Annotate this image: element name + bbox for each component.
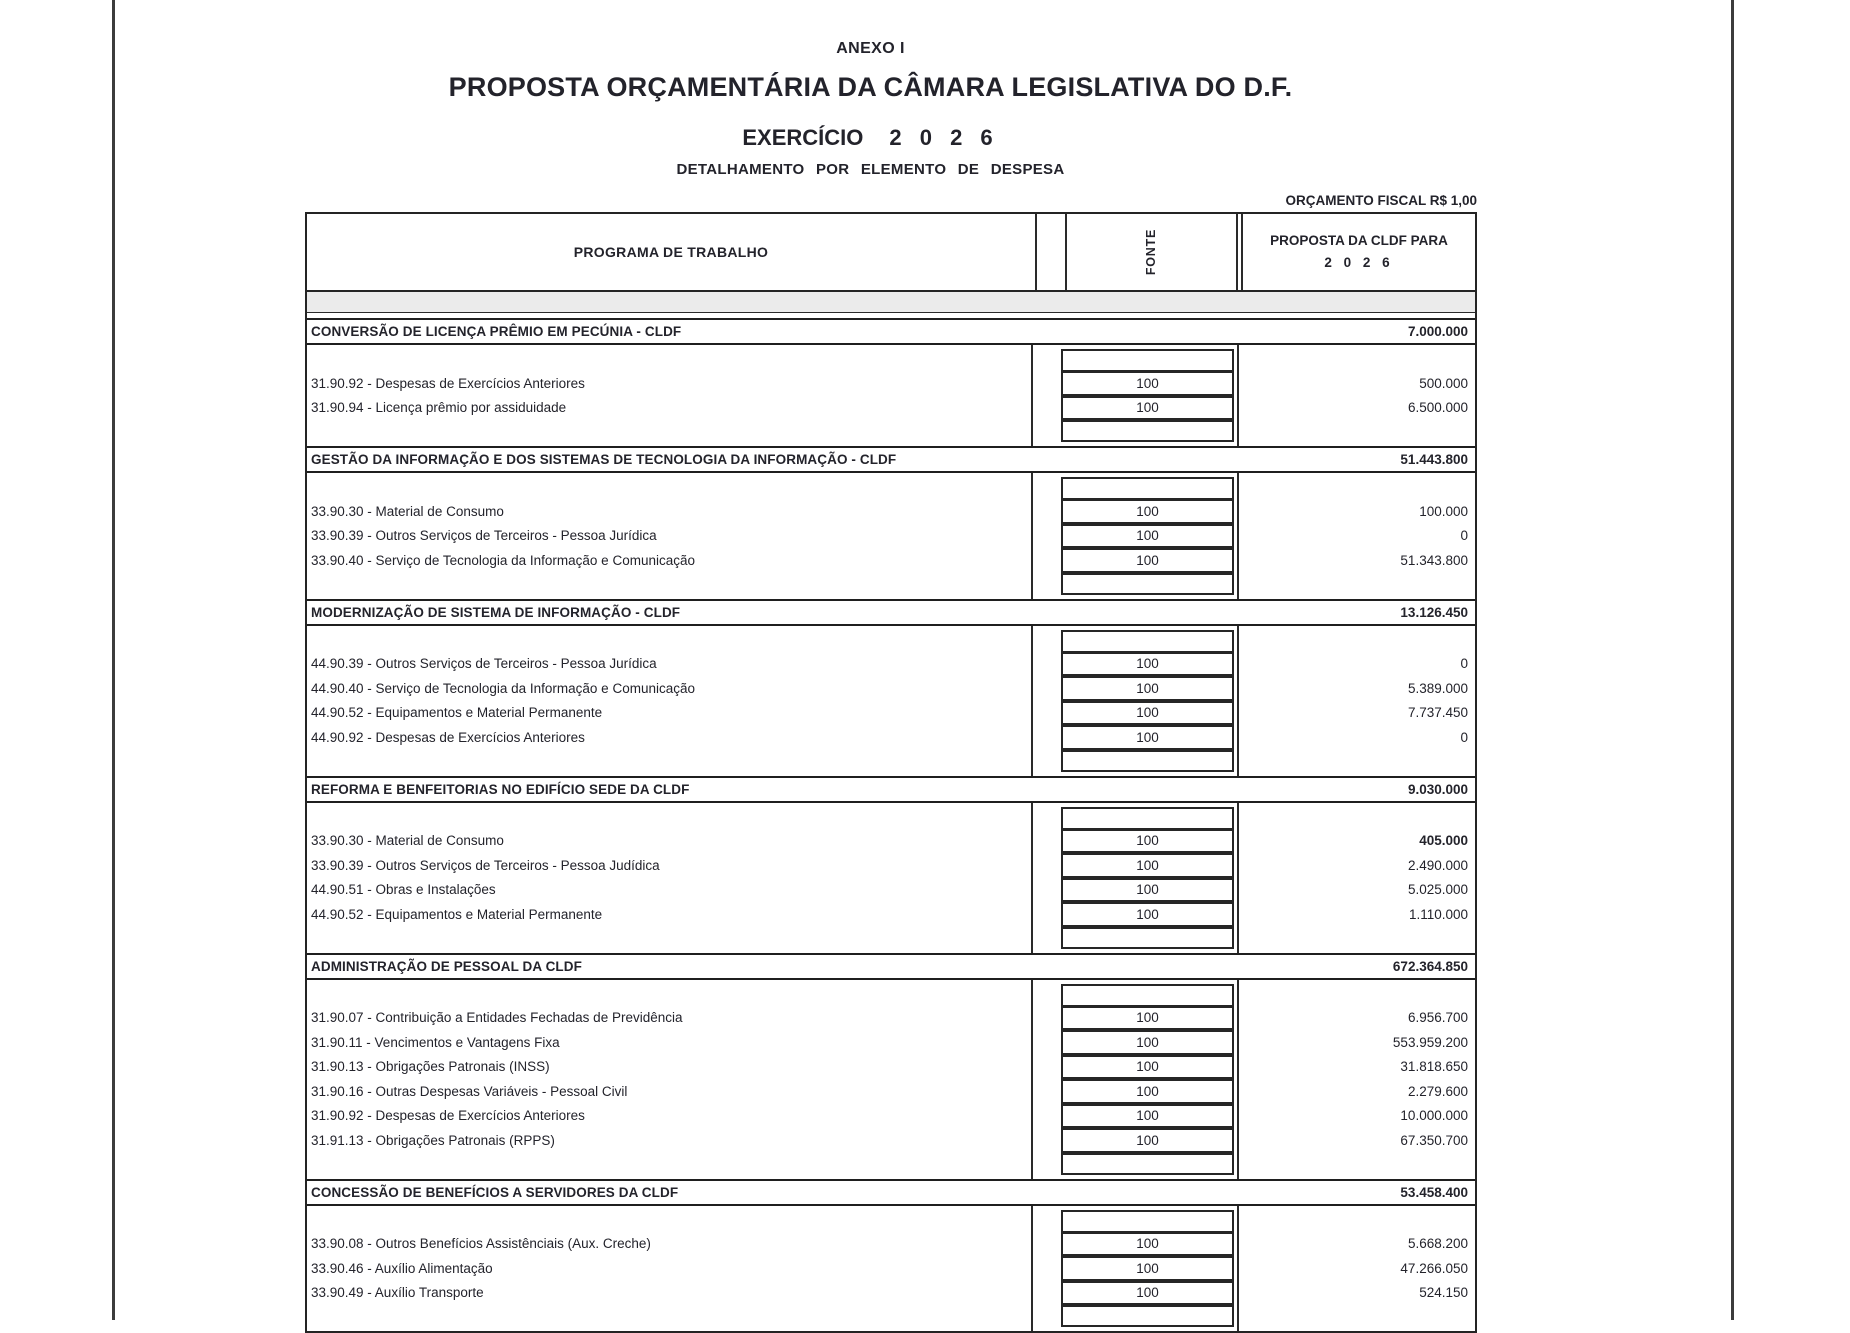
data-row <box>307 652 1475 677</box>
table-header-row <box>307 214 1475 292</box>
row-value: 10.000.000 <box>1400 1108 1468 1124</box>
fonte-box: 100 <box>1061 548 1234 573</box>
data-row <box>307 902 1475 927</box>
section-title: CONVERSÃO DE LICENÇA PRÊMIO EM PECÚNIA - CLDF <box>311 324 682 339</box>
fonte-box: 100 <box>1061 676 1234 701</box>
page-border-right <box>1731 0 1734 1320</box>
section-lead-row <box>307 473 1475 499</box>
section-total: 7.000.000 <box>1407 324 1468 339</box>
row-value: 5.025.000 <box>1407 882 1468 898</box>
section-total: 9.030.000 <box>1407 781 1468 797</box>
row-value: 0 <box>1460 528 1468 544</box>
exercise-year: 2 0 2 6 <box>889 125 999 150</box>
fonte-cell <box>1033 1128 1239 1153</box>
fonte-cell <box>1033 1232 1239 1257</box>
row-label: 31.90.13 - Obrigações Patronais (INSS) <box>307 1055 1033 1080</box>
row-value: 7.737.450 <box>1407 705 1468 721</box>
row-value: 524.150 <box>1419 1285 1468 1301</box>
data-row <box>307 371 1475 396</box>
row-label: 31.90.94 - Licença prêmio por assiduidade <box>307 396 1033 421</box>
fonte-box: 100 <box>1061 1104 1234 1129</box>
section <box>307 599 1475 776</box>
col-header-proposta <box>1243 214 1475 290</box>
fonte-cell <box>1033 499 1239 524</box>
data-row <box>307 878 1475 903</box>
row-value: 5.389.000 <box>1407 680 1468 696</box>
section-title: ADMINISTRAÇÃO DE PESSOAL DA CLDF <box>311 958 582 974</box>
section-total: 53.458.400 <box>1400 1184 1468 1200</box>
row-label: 44.90.40 - Serviço de Tecnologia da Informação e Comunicação <box>307 676 1033 701</box>
section-title: REFORMA E BENFEITORIAS NO EDIFÍCIO SEDE DA CLDF <box>311 781 690 797</box>
fonte-box: 100 <box>1061 652 1234 677</box>
fonte-box: 100 <box>1061 1079 1234 1104</box>
row-label: 31.90.92 - Despesas de Exercícios Anteriores <box>307 1104 1033 1129</box>
section <box>307 776 1475 953</box>
fonte-box: 100 <box>1061 701 1234 726</box>
fonte-box: 100 <box>1061 725 1234 750</box>
data-row <box>307 853 1475 878</box>
section-lead-row <box>307 626 1475 652</box>
fonte-empty-box <box>1061 420 1234 442</box>
section <box>307 1179 1475 1332</box>
row-label: 44.90.52 - Equipamentos e Material Permanente <box>307 701 1033 726</box>
section-header-row <box>307 776 1475 803</box>
fonte-cell <box>1033 829 1239 854</box>
row-label: 44.90.92 - Despesas de Exercícios Anteriores <box>307 725 1033 750</box>
fonte-empty-box <box>1061 573 1234 595</box>
section-lead-row <box>307 803 1475 829</box>
fonte-box: 100 <box>1061 524 1234 549</box>
spacer-band <box>307 292 1475 313</box>
fonte-box: 100 <box>1061 1055 1234 1080</box>
fonte-cell <box>1033 371 1239 396</box>
row-value: 2.279.600 <box>1407 1083 1468 1099</box>
row-value: 553.959.200 <box>1392 1034 1468 1050</box>
row-label: 44.90.52 - Equipamentos e Material Permanente <box>307 902 1033 927</box>
row-label: 31.90.11 - Vencimentos e Vantagens Fixa <box>307 1030 1033 1055</box>
row-value: 6.500.000 <box>1407 400 1468 416</box>
section-tail-row <box>307 1305 1475 1331</box>
section-lead-row <box>307 980 1475 1006</box>
exercise-title <box>264 125 1477 151</box>
page-border-left <box>112 0 115 1320</box>
fonte-box: 100 <box>1061 829 1234 854</box>
fonte-box: 100 <box>1061 1006 1234 1031</box>
section-header-row <box>307 446 1475 473</box>
fonte-cell <box>1033 701 1239 726</box>
data-row <box>307 1104 1475 1129</box>
fonte-box: 100 <box>1061 1030 1234 1055</box>
row-label: 33.90.39 - Outros Serviços de Terceiros - Pessoa Judídica <box>307 853 1033 878</box>
fonte-box: 100 <box>1061 1281 1234 1306</box>
data-row <box>307 396 1475 421</box>
page-title: PROPOSTA ORÇAMENTÁRIA DA CÂMARA LEGISLATIVA DO D.F. <box>448 72 1293 102</box>
fonte-empty-box <box>1061 1153 1234 1175</box>
section-header-row <box>307 599 1475 626</box>
fonte-cell <box>1033 1006 1239 1031</box>
fonte-box: 100 <box>1061 396 1234 421</box>
fonte-header-box <box>1065 214 1238 290</box>
row-label: 33.90.49 - Auxílio Transporte <box>307 1281 1033 1306</box>
section-title: MODERNIZAÇÃO DE SISTEMA DE INFORMAÇÃO - CLDF <box>311 604 681 620</box>
col-header-proposta-line1: PROPOSTA DA CLDF PARA <box>1270 233 1448 249</box>
row-label: 31.90.16 - Outras Despesas Variáveis - Pessoal Civil <box>307 1079 1033 1104</box>
row-label: 33.90.08 - Outros Benefícios Assistênciais (Aux. Creche) <box>307 1232 1033 1257</box>
row-value: 67.350.700 <box>1400 1132 1468 1148</box>
fonte-box: 100 <box>1061 1128 1234 1153</box>
fonte-empty-box <box>1061 984 1234 1006</box>
fonte-cell <box>1033 853 1239 878</box>
fonte-empty-box <box>1061 807 1234 829</box>
fonte-cell <box>1033 524 1239 549</box>
fonte-box: 100 <box>1061 853 1234 878</box>
row-value: 100.000 <box>1419 503 1468 519</box>
fonte-box: 100 <box>1061 1256 1234 1281</box>
data-row <box>307 1006 1475 1031</box>
section-tail-row <box>307 927 1475 953</box>
row-label: 31.90.92 - Despesas de Exercícios Anteriores <box>307 371 1033 396</box>
row-value: 5.668.200 <box>1407 1236 1468 1252</box>
fonte-cell <box>1033 902 1239 927</box>
fonte-cell <box>1033 1079 1239 1104</box>
fonte-empty-box <box>1061 349 1234 371</box>
section-tail-row <box>307 1153 1475 1179</box>
fonte-cell <box>1033 725 1239 750</box>
row-value: 405.000 <box>1419 833 1468 849</box>
fonte-empty-box <box>1061 927 1234 949</box>
detail-subtitle: DETALHAMENTO POR ELEMENTO DE DESPESA <box>676 161 1065 178</box>
fonte-cell <box>1033 878 1239 903</box>
col-header-fonte-cell <box>1037 214 1243 290</box>
data-row <box>307 829 1475 854</box>
row-value: 31.818.650 <box>1400 1059 1468 1075</box>
data-row <box>307 1256 1475 1281</box>
fonte-empty-box <box>1061 750 1234 772</box>
data-row <box>307 548 1475 573</box>
fonte-box: 100 <box>1061 878 1234 903</box>
fonte-cell <box>1033 1055 1239 1080</box>
row-label: 44.90.51 - Obras e Instalações <box>307 878 1033 903</box>
annex-label: ANEXO I <box>836 40 905 57</box>
fonte-cell <box>1033 1030 1239 1055</box>
col-header-fonte: FONTE <box>1144 228 1159 276</box>
section-header-row <box>307 1179 1475 1206</box>
data-row <box>307 1079 1475 1104</box>
col-header-proposta-line2: 2 0 2 6 <box>1324 255 1394 270</box>
data-row <box>307 1281 1475 1306</box>
section-title: CONCESSÃO DE BENEFÍCIOS A SERVIDORES DA CLDF <box>311 1184 679 1200</box>
section <box>307 446 1475 599</box>
section-total: 13.126.450 <box>1400 604 1468 620</box>
row-value: 51.343.800 <box>1400 552 1468 568</box>
col-header-programa: PROGRAMA DE TRABALHO <box>307 214 1037 290</box>
fonte-box: 100 <box>1061 499 1234 524</box>
row-value: 0 <box>1460 656 1468 672</box>
section-lead-row <box>307 345 1475 371</box>
fonte-cell <box>1033 548 1239 573</box>
section-tail-row <box>307 573 1475 599</box>
fonte-box: 100 <box>1061 1232 1234 1257</box>
section-total: 51.443.800 <box>1400 452 1468 467</box>
fonte-empty-box <box>1061 630 1234 652</box>
fonte-empty-box <box>1061 477 1234 499</box>
section-total: 672.364.850 <box>1392 958 1468 974</box>
data-row <box>307 524 1475 549</box>
fonte-cell <box>1033 652 1239 677</box>
section <box>307 953 1475 1179</box>
data-row <box>307 676 1475 701</box>
data-row <box>307 725 1475 750</box>
fiscal-note: ORÇAMENTO FISCAL R$ 1,00 <box>1285 193 1477 208</box>
row-label: 44.90.39 - Outros Serviços de Terceiros - Pessoa Jurídica <box>307 652 1033 677</box>
exercise-label: EXERCÍCIO <box>742 125 864 150</box>
fonte-cell <box>1033 396 1239 421</box>
row-value: 6.956.700 <box>1407 1010 1468 1026</box>
section-lead-row <box>307 1206 1475 1232</box>
data-row <box>307 1055 1475 1080</box>
row-label: 33.90.39 - Outros Serviços de Terceiros - Pessoa Jurídica <box>307 524 1033 549</box>
row-label: 33.90.46 - Auxílio Alimentação <box>307 1256 1033 1281</box>
section-header-row <box>307 953 1475 980</box>
section <box>307 318 1475 446</box>
row-value: 1.110.000 <box>1408 906 1468 922</box>
section-header-row <box>307 318 1475 345</box>
fonte-empty-box <box>1061 1305 1234 1327</box>
section-tail-row <box>307 420 1475 446</box>
row-label: 31.91.13 - Obrigações Patronais (RPPS) <box>307 1128 1033 1153</box>
data-row <box>307 1232 1475 1257</box>
fonte-box: 100 <box>1061 902 1234 927</box>
row-label: 31.90.07 - Contribuição a Entidades Fechadas de Previdência <box>307 1006 1033 1031</box>
fonte-box: 100 <box>1061 371 1234 396</box>
section-tail-row <box>307 750 1475 776</box>
row-value: 0 <box>1460 729 1468 745</box>
budget-table <box>305 212 1477 1333</box>
row-label: 33.90.40 - Serviço de Tecnologia da Informação e Comunicação <box>307 548 1033 573</box>
data-row <box>307 1128 1475 1153</box>
fonte-cell <box>1033 676 1239 701</box>
data-row <box>307 1030 1475 1055</box>
row-label: 33.90.30 - Material de Consumo <box>307 829 1033 854</box>
row-label: 33.90.30 - Material de Consumo <box>307 499 1033 524</box>
data-row <box>307 499 1475 524</box>
row-value: 47.266.050 <box>1400 1260 1468 1276</box>
fonte-cell <box>1033 1104 1239 1129</box>
fonte-cell <box>1033 1281 1239 1306</box>
fonte-cell <box>1033 1256 1239 1281</box>
section-title: GESTÃO DA INFORMAÇÃO E DOS SISTEMAS DE TECNOLOGIA DA INFORMAÇÃO - CLDF <box>311 452 897 467</box>
row-value: 500.000 <box>1419 375 1468 391</box>
data-row <box>307 701 1475 726</box>
fonte-empty-box <box>1061 1210 1234 1232</box>
row-value: 2.490.000 <box>1407 857 1468 873</box>
